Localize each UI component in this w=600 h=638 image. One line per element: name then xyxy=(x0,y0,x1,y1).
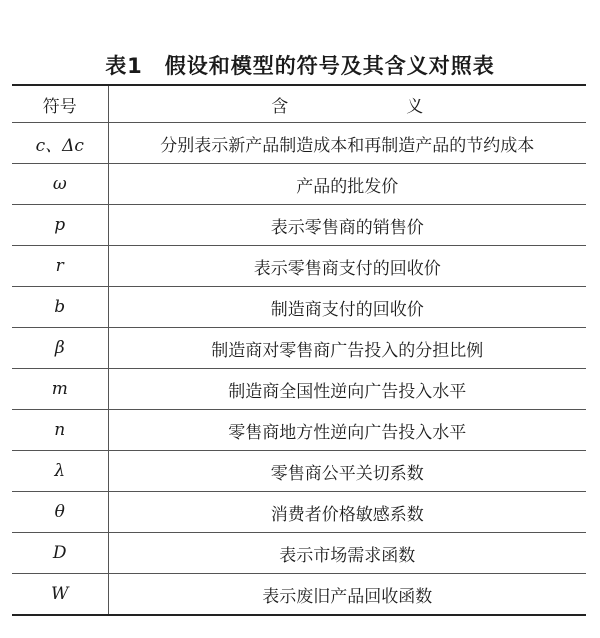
table-row xyxy=(12,164,586,205)
table-row xyxy=(12,574,586,616)
row-meaning: 制造商支付的回收价 xyxy=(108,287,586,328)
row-meaning: 表示市场需求函数 xyxy=(108,533,586,574)
table-row xyxy=(12,328,586,369)
table-row xyxy=(12,287,586,328)
table-row xyxy=(12,369,586,410)
table-row xyxy=(12,533,586,574)
row-symbol: c、Δc xyxy=(12,123,108,164)
row-symbol: b xyxy=(12,287,108,328)
row-symbol: n xyxy=(12,410,108,451)
header-meaning-char-2: 义 xyxy=(406,96,424,117)
row-meaning: 消费者价格敏感系数 xyxy=(108,492,586,533)
row-meaning: 制造商对零售商广告投入的分担比例 xyxy=(108,328,586,369)
row-symbol: ω xyxy=(12,164,108,205)
header-meaning xyxy=(108,85,586,123)
table-row xyxy=(12,246,586,287)
table-row xyxy=(12,205,586,246)
table-header-row xyxy=(12,85,586,123)
symbol-definition-table xyxy=(12,84,586,616)
row-symbol: D xyxy=(12,533,108,574)
row-symbol: r xyxy=(12,246,108,287)
row-symbol: m xyxy=(12,369,108,410)
table-caption: 表1 假设和模型的符号及其含义对照表 xyxy=(105,54,495,78)
table-row xyxy=(12,123,586,164)
row-symbol: λ xyxy=(12,451,108,492)
row-symbol: p xyxy=(12,205,108,246)
row-meaning: 分别表示新产品制造成本和再制造产品的节约成本 xyxy=(108,123,586,164)
table-row xyxy=(12,451,586,492)
row-meaning: 制造商全国性逆向广告投入水平 xyxy=(108,369,586,410)
row-symbol: W xyxy=(12,574,108,616)
row-meaning: 零售商地方性逆向广告投入水平 xyxy=(108,410,586,451)
table-row xyxy=(12,410,586,451)
row-meaning: 表示零售商的销售价 xyxy=(108,205,586,246)
header-meaning-char-1: 含 xyxy=(271,96,289,117)
row-symbol: β xyxy=(12,328,108,369)
header-symbol: 符号 xyxy=(12,85,108,123)
table-row xyxy=(12,492,586,533)
row-meaning: 表示废旧产品回收函数 xyxy=(108,574,586,616)
row-meaning: 产品的批发价 xyxy=(108,164,586,205)
row-meaning: 零售商公平关切系数 xyxy=(108,451,586,492)
row-symbol: θ xyxy=(12,492,108,533)
row-meaning: 表示零售商支付的回收价 xyxy=(108,246,586,287)
